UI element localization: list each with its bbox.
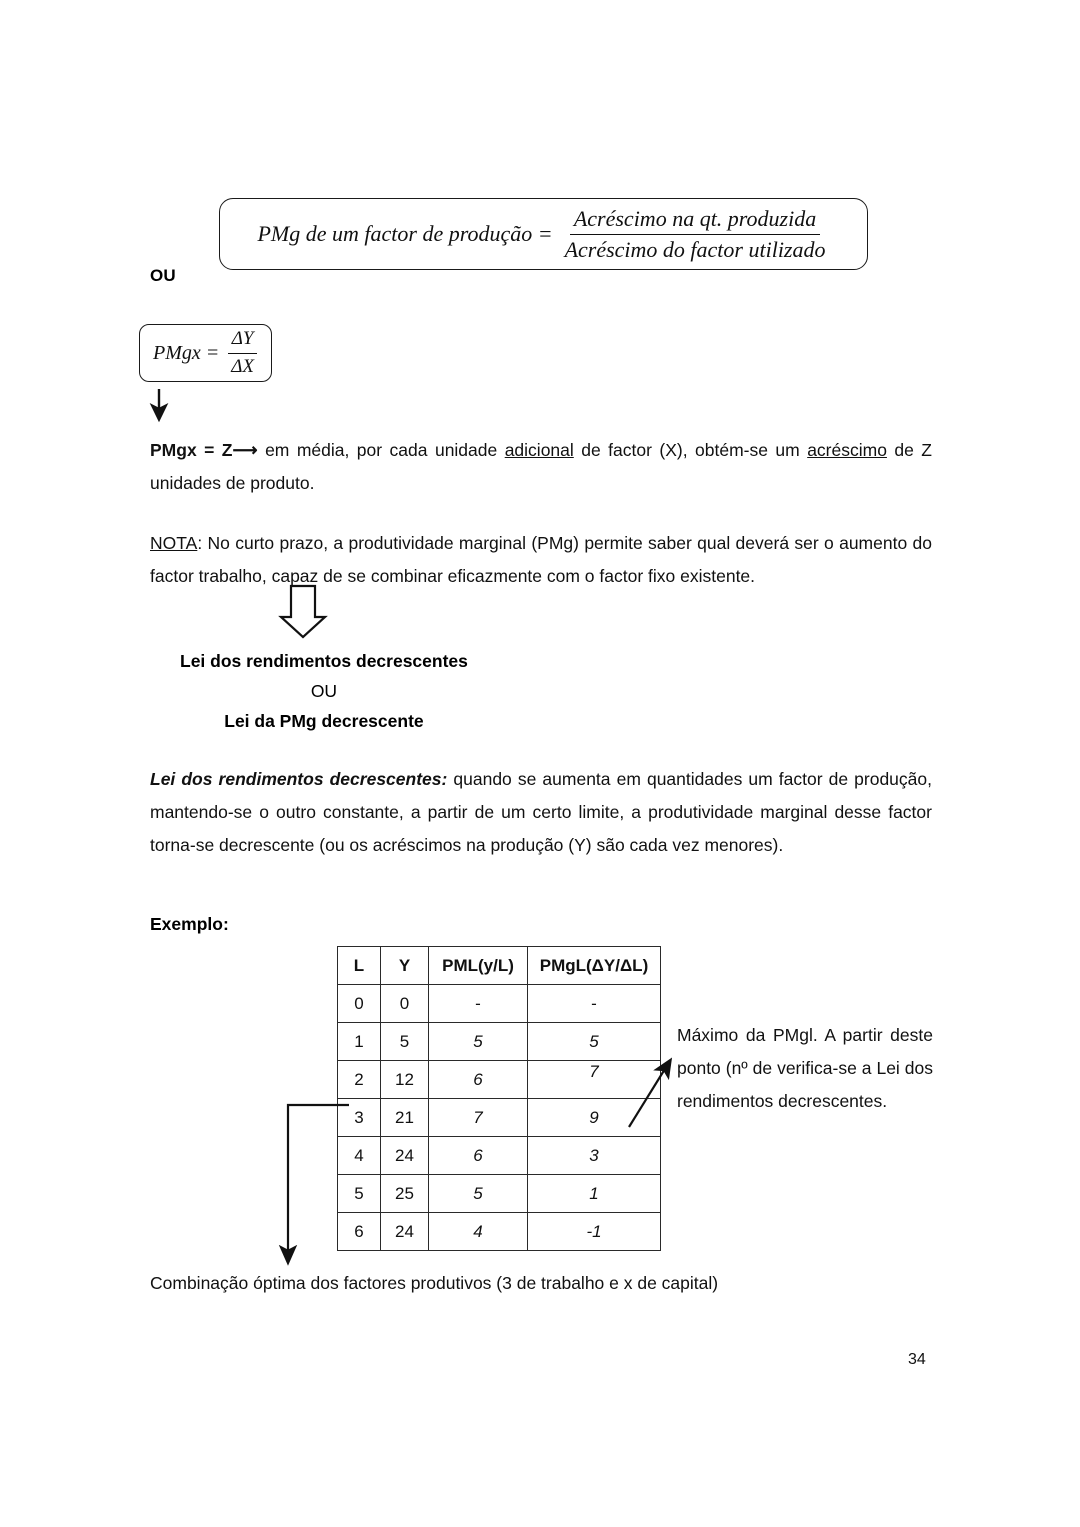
lei-definition-lead: Lei dos rendimentos decrescentes: <box>150 769 448 789</box>
nota-text: : No curto prazo, a produtividade marginal (PMg) permite saber qual deverá ser o aumento do factor trabalho, capaz de se combinar eficazmente com o factor fixo existente. <box>150 533 932 586</box>
column-header-pmgl: PMgL(ΔY/ΔL) <box>528 947 661 985</box>
formula-numerator: Acréscimo na qt. produzida <box>570 206 820 235</box>
table-row <box>338 1099 661 1137</box>
lei-definition-text: quando se aumenta em quantidades um factor de produção, mantendo-se o outro constante, a partir de um certo limite, a produtividade marginal desse factor torna-se decrescente (ou os acréscimos na produção (Y) são cada vez menores). <box>150 769 932 855</box>
paragraph-nota <box>150 527 932 593</box>
cell-pml: 6 <box>429 1137 528 1175</box>
cell-l: 3 <box>338 1099 381 1137</box>
paragraph-pmgx-definition <box>150 434 932 500</box>
cell-pmgl: 9 <box>528 1099 661 1137</box>
formula-lhs: PMg de um factor de produção = <box>257 221 553 246</box>
cell-l: 1 <box>338 1023 381 1061</box>
pmgx-rest-3: de Z unidades de produto. <box>150 440 933 493</box>
cell-y: 12 <box>381 1061 429 1099</box>
table-row <box>338 1023 661 1061</box>
table-row <box>338 1061 661 1099</box>
pmgx-underline-acrescimo: acréscimo <box>807 440 887 460</box>
cell-pmgl: 1 <box>528 1175 661 1213</box>
formula-fraction <box>227 328 258 378</box>
cell-y: 24 <box>381 1213 429 1251</box>
page-number: 34 <box>908 1351 926 1368</box>
cell-l: 6 <box>338 1213 381 1251</box>
cell-pml: 7 <box>429 1099 528 1137</box>
cell-pml: 4 <box>429 1213 528 1251</box>
pmgx-rest-2: de factor (X), obtém-se um <box>573 440 808 460</box>
cell-pmgl: -1 <box>528 1213 661 1251</box>
headings-block <box>180 646 468 736</box>
label-exemplo: Exemplo: <box>150 914 229 934</box>
column-header-y: Y <box>381 947 429 985</box>
cell-y: 25 <box>381 1175 429 1213</box>
bottom-sentence: Combinação óptima dos factores produtivos (3 de trabalho e x de capital) <box>150 1273 719 1293</box>
cell-y: 5 <box>381 1023 429 1061</box>
formula-box-pmgx-ratio <box>139 324 272 382</box>
cell-l: 0 <box>338 985 381 1023</box>
formula-box-pmg-definition <box>219 198 868 270</box>
production-table <box>337 946 661 1251</box>
heading-ou: OU <box>310 681 338 701</box>
formula-denominator: ΔX <box>231 355 254 377</box>
formula-denominator: Acréscimo do factor utilizado <box>564 236 826 262</box>
heading-lei-rendimentos: Lei dos rendimentos decrescentes <box>180 651 468 671</box>
formula-pmg-definition <box>257 206 829 263</box>
cell-y: 0 <box>381 985 429 1023</box>
cell-l: 4 <box>338 1137 381 1175</box>
cell-pml: 5 <box>429 1023 528 1061</box>
cell-y: 21 <box>381 1099 429 1137</box>
pmgx-rest-1: em média, por cada unidade <box>265 440 505 460</box>
cell-l: 5 <box>338 1175 381 1213</box>
label-ou-first: OU <box>150 266 176 285</box>
table-side-annotation: Máximo da PMgl. A partir deste ponto (nº de verifica-se a Lei dos rendimentos decrescentes. <box>677 1025 933 1111</box>
cell-pmgl: 7 <box>528 1061 661 1099</box>
right-arrow-icon: ⟶ <box>232 440 258 460</box>
formula-pmgx-ratio <box>153 328 258 378</box>
cell-pml: - <box>429 985 528 1023</box>
pmgx-underline-adicional: adicional <box>504 440 574 460</box>
formula-lhs: PMgx = <box>152 342 220 364</box>
cell-y: 24 <box>381 1137 429 1175</box>
cell-pmgl: 3 <box>528 1137 661 1175</box>
table-row <box>338 1137 661 1175</box>
table-row <box>338 1175 661 1213</box>
heading-lei-pmg: Lei da PMg decrescente <box>224 711 424 731</box>
table-header-row <box>338 947 661 985</box>
cell-pmgl: - <box>528 985 661 1023</box>
column-header-l: L <box>338 947 381 985</box>
table-row <box>338 1213 661 1251</box>
pmgx-lead-bold: PMgx = Z <box>150 440 233 460</box>
table-row <box>338 985 661 1023</box>
hollow-down-arrow-icon <box>281 586 325 637</box>
column-header-pml: PML(y/L) <box>429 947 528 985</box>
formula-numerator: ΔY <box>228 328 258 353</box>
cell-pmgl: 5 <box>528 1023 661 1061</box>
cell-pml: 6 <box>429 1061 528 1099</box>
paragraph-lei-definition <box>150 763 932 862</box>
nota-label: NOTA <box>150 533 198 553</box>
formula-fraction <box>561 206 830 263</box>
cell-l: 2 <box>338 1061 381 1099</box>
cell-pml: 5 <box>429 1175 528 1213</box>
